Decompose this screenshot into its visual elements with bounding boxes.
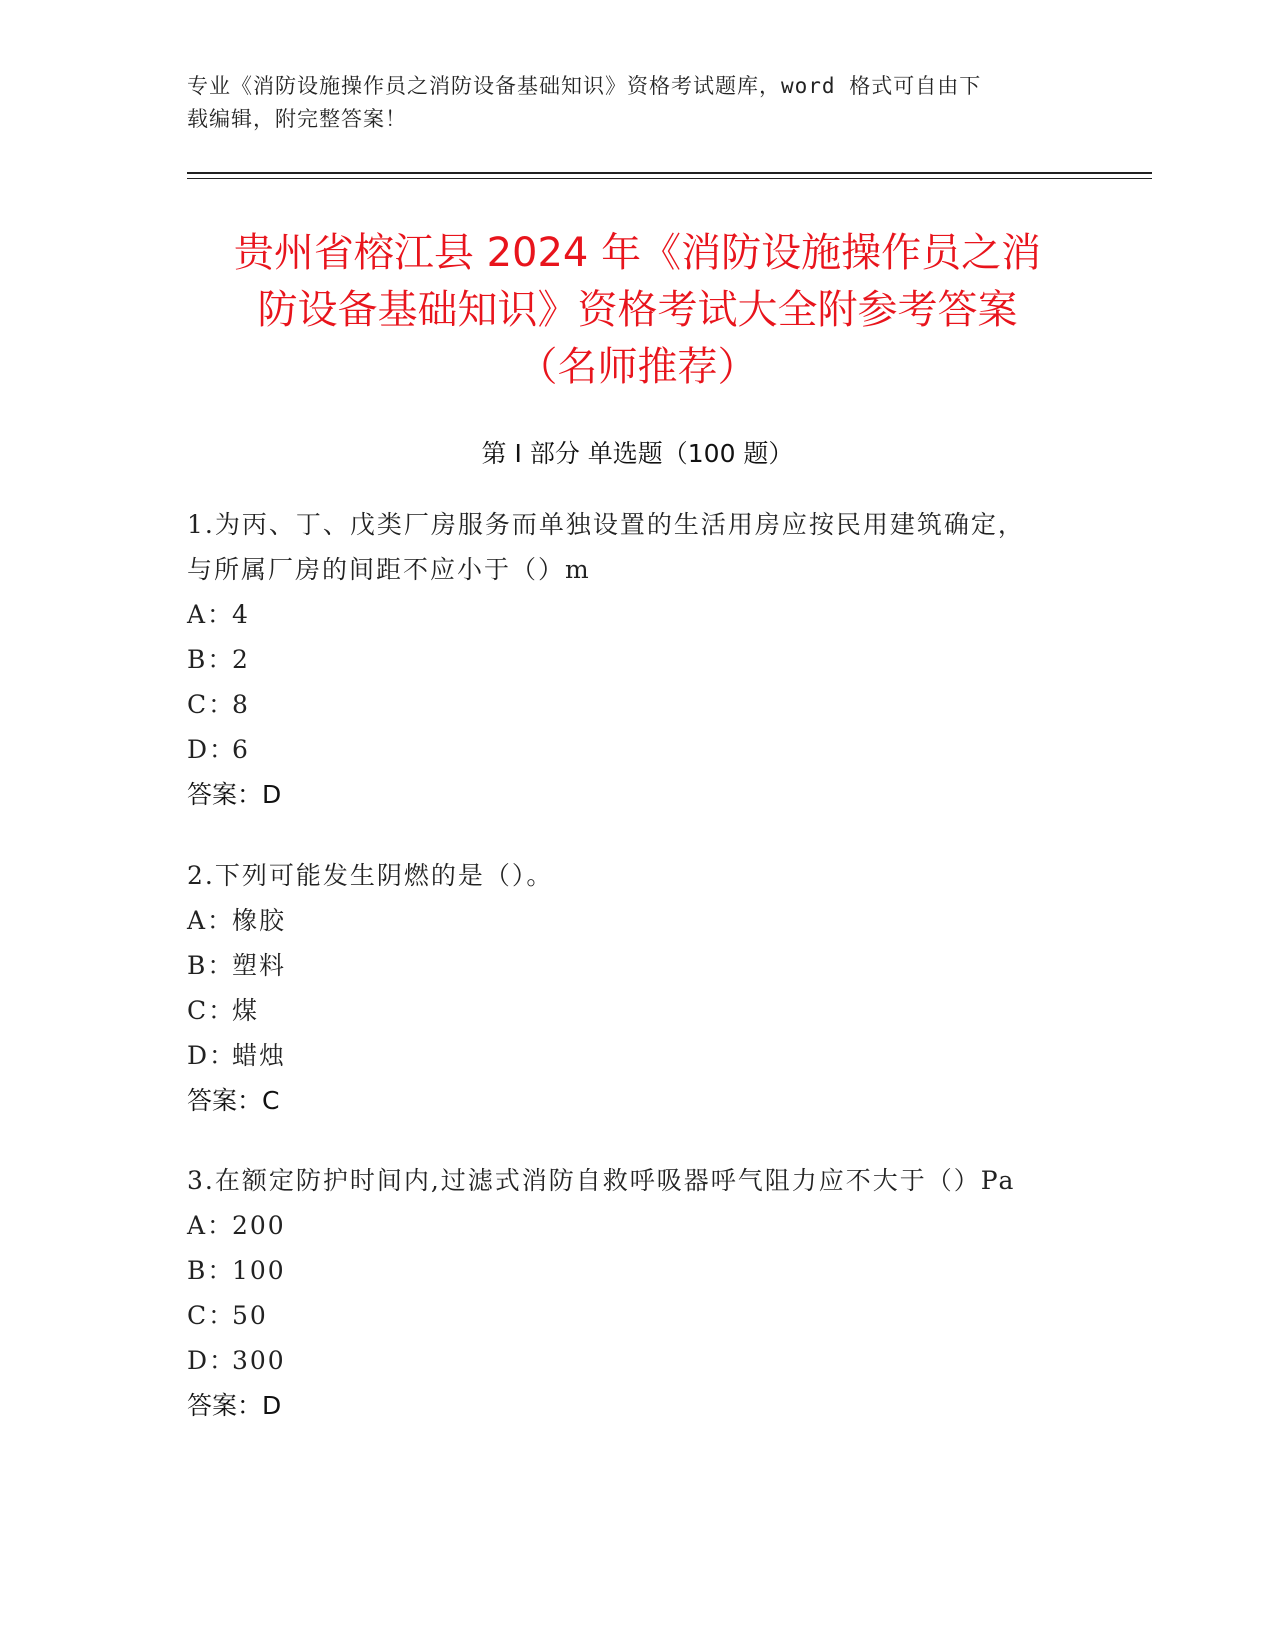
option-b	[187, 1248, 1087, 1293]
option-d	[187, 1338, 1087, 1383]
question-stem: 2.下列可能发生阴燃的是（）。	[187, 861, 554, 890]
option-letter: C：	[187, 1301, 236, 1330]
option-text: 煤	[232, 996, 260, 1025]
option-a	[187, 898, 1087, 943]
option-text: 6	[232, 735, 250, 764]
option-letter: A：	[187, 906, 235, 935]
option-text: 50	[232, 1301, 268, 1330]
option-letter: D：	[187, 735, 237, 764]
question-3	[187, 1158, 1087, 1428]
option-text: 2	[232, 645, 250, 674]
header-divider-thick	[187, 172, 1152, 174]
option-text: 4	[232, 600, 250, 629]
option-text: 蜡烛	[232, 1041, 287, 1070]
question-1	[187, 502, 1087, 817]
option-letter: A：	[187, 1211, 235, 1240]
question-stem: 3.在额定防护时间内,过滤式消防自救呼吸器呼气阻力应不大于（）Pa	[187, 1166, 1016, 1195]
option-c	[187, 682, 1087, 727]
option-letter: A：	[187, 600, 235, 629]
option-d	[187, 1033, 1087, 1078]
document-title	[150, 225, 1125, 396]
title-line: （名师推荐）	[517, 344, 758, 390]
header-note	[187, 70, 1067, 136]
option-c	[187, 1293, 1087, 1338]
option-letter: B：	[187, 1256, 235, 1285]
option-b	[187, 637, 1087, 682]
title-line: 贵州省榕江县 2024 年《消防设施操作员之消	[233, 230, 1042, 276]
option-text: 100	[232, 1256, 286, 1285]
option-letter: B：	[187, 951, 235, 980]
answer-label: 答案：C	[187, 1086, 280, 1115]
option-text: 8	[232, 690, 250, 719]
option-d	[187, 727, 1087, 772]
option-b	[187, 943, 1087, 988]
question-stem: 1.为丙、丁、戊类厂房服务而单独设置的生活用房应按民用建筑确定，	[187, 510, 1025, 539]
option-text: 塑料	[232, 951, 287, 980]
option-letter: C：	[187, 996, 236, 1025]
option-letter: B：	[187, 645, 235, 674]
header-divider-thin	[187, 178, 1152, 179]
question-2	[187, 853, 1087, 1123]
option-a	[187, 592, 1087, 637]
section-title: 第 I 部分 单选题（100 题）	[481, 439, 794, 468]
option-a	[187, 1203, 1087, 1248]
option-text: 200	[232, 1211, 286, 1240]
option-letter: D：	[187, 1346, 237, 1375]
option-letter: C：	[187, 690, 236, 719]
option-text: 300	[232, 1346, 286, 1375]
answer-label: 答案：D	[187, 780, 282, 809]
option-c	[187, 988, 1087, 1033]
header-note-line: 载编辑，附完整答案！	[187, 107, 407, 131]
header-note-line: 专业《消防设施操作员之消防设备基础知识》资格考试题库，word 格式可自由下	[187, 74, 982, 98]
question-stem: 与所属厂房的间距不应小于（）m	[187, 555, 591, 584]
answer-label: 答案：D	[187, 1391, 282, 1420]
option-text: 橡胶	[232, 906, 287, 935]
option-letter: D：	[187, 1041, 237, 1070]
title-line: 防设备基础知识》资格考试大全附参考答案	[257, 287, 1018, 333]
